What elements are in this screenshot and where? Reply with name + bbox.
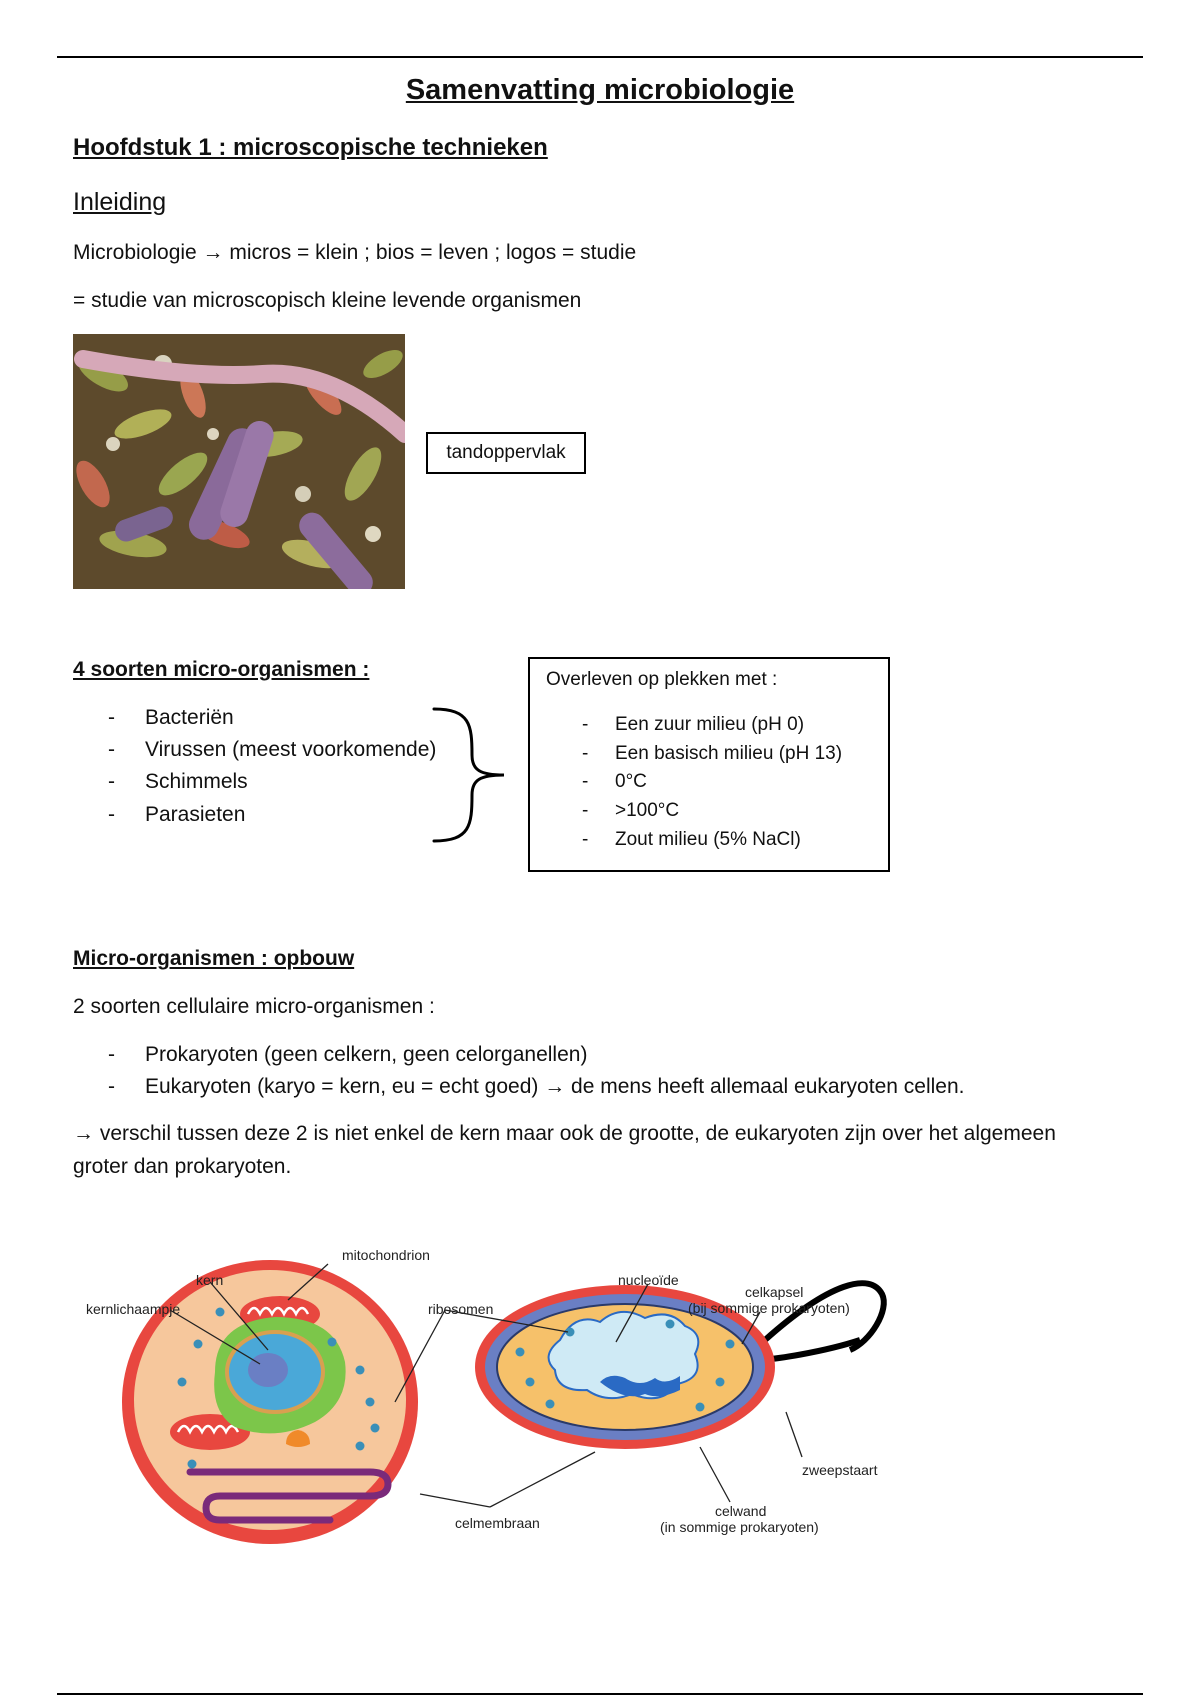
types-heading: 4 soorten micro-organismen : [73, 658, 370, 681]
definition-text: = studie van microscopisch kleine levende organismen [73, 289, 582, 312]
label-zweepstaart: zweepstaart [802, 1462, 878, 1478]
label-celkapsel: celkapsel [745, 1284, 804, 1300]
microbes-photo-illustration [73, 334, 405, 589]
label-celmembraan: celmembraan [455, 1515, 540, 1531]
nucleolus [248, 1353, 288, 1387]
difference-text-line1: → verschil tussen deze 2 is niet enkel de kern maar ook de grootte, de eukaryoten zijn over het algemeen [73, 1122, 1056, 1145]
difference-text-line2: groter dan prokaryoten. [73, 1155, 292, 1178]
cell-diagram [70, 1232, 930, 1562]
section-heading: Inleiding [73, 188, 167, 216]
label-celkapsel-note: (bij sommige prokaryoten) [688, 1300, 850, 1316]
structure-intro: 2 soorten cellulaire micro-organismen : [73, 995, 435, 1018]
etymology-text: Microbiologie → micros = klein ; bios = leven ; logos = studie [73, 241, 637, 264]
survival-heading: Overleven op plekken met : [546, 669, 778, 690]
top-rule [57, 56, 1143, 58]
bottom-rule [57, 1693, 1143, 1695]
photo-label-box: tandoppervlak [426, 432, 586, 474]
microbes-photo [73, 334, 405, 589]
label-ribosomen: ribosomen [428, 1301, 494, 1317]
label-mitochondrion: mitochondrion [342, 1247, 430, 1263]
page-title: Samenvatting microbiologie [405, 74, 795, 106]
chapter-heading: Hoofdstuk 1 : microscopische technieken [73, 134, 548, 161]
label-celwand: celwand [715, 1503, 767, 1519]
curly-brace [430, 705, 510, 845]
label-kernlichaampje: kernlichaampje [86, 1301, 181, 1317]
structure-heading: Micro-organismen : opbouw [73, 947, 355, 970]
label-nucleoide: nucleoïde [618, 1272, 679, 1288]
label-kern: kern [196, 1272, 224, 1288]
survival-box: Overleven op plekken met : - Een zuur milieu (pH 0) - Een basisch milieu (pH 13) - 0°C - >100°C - Zout milieu (5% NaCl) [528, 657, 890, 872]
label-celwand-note: (in sommige prokaryoten) [660, 1519, 819, 1535]
